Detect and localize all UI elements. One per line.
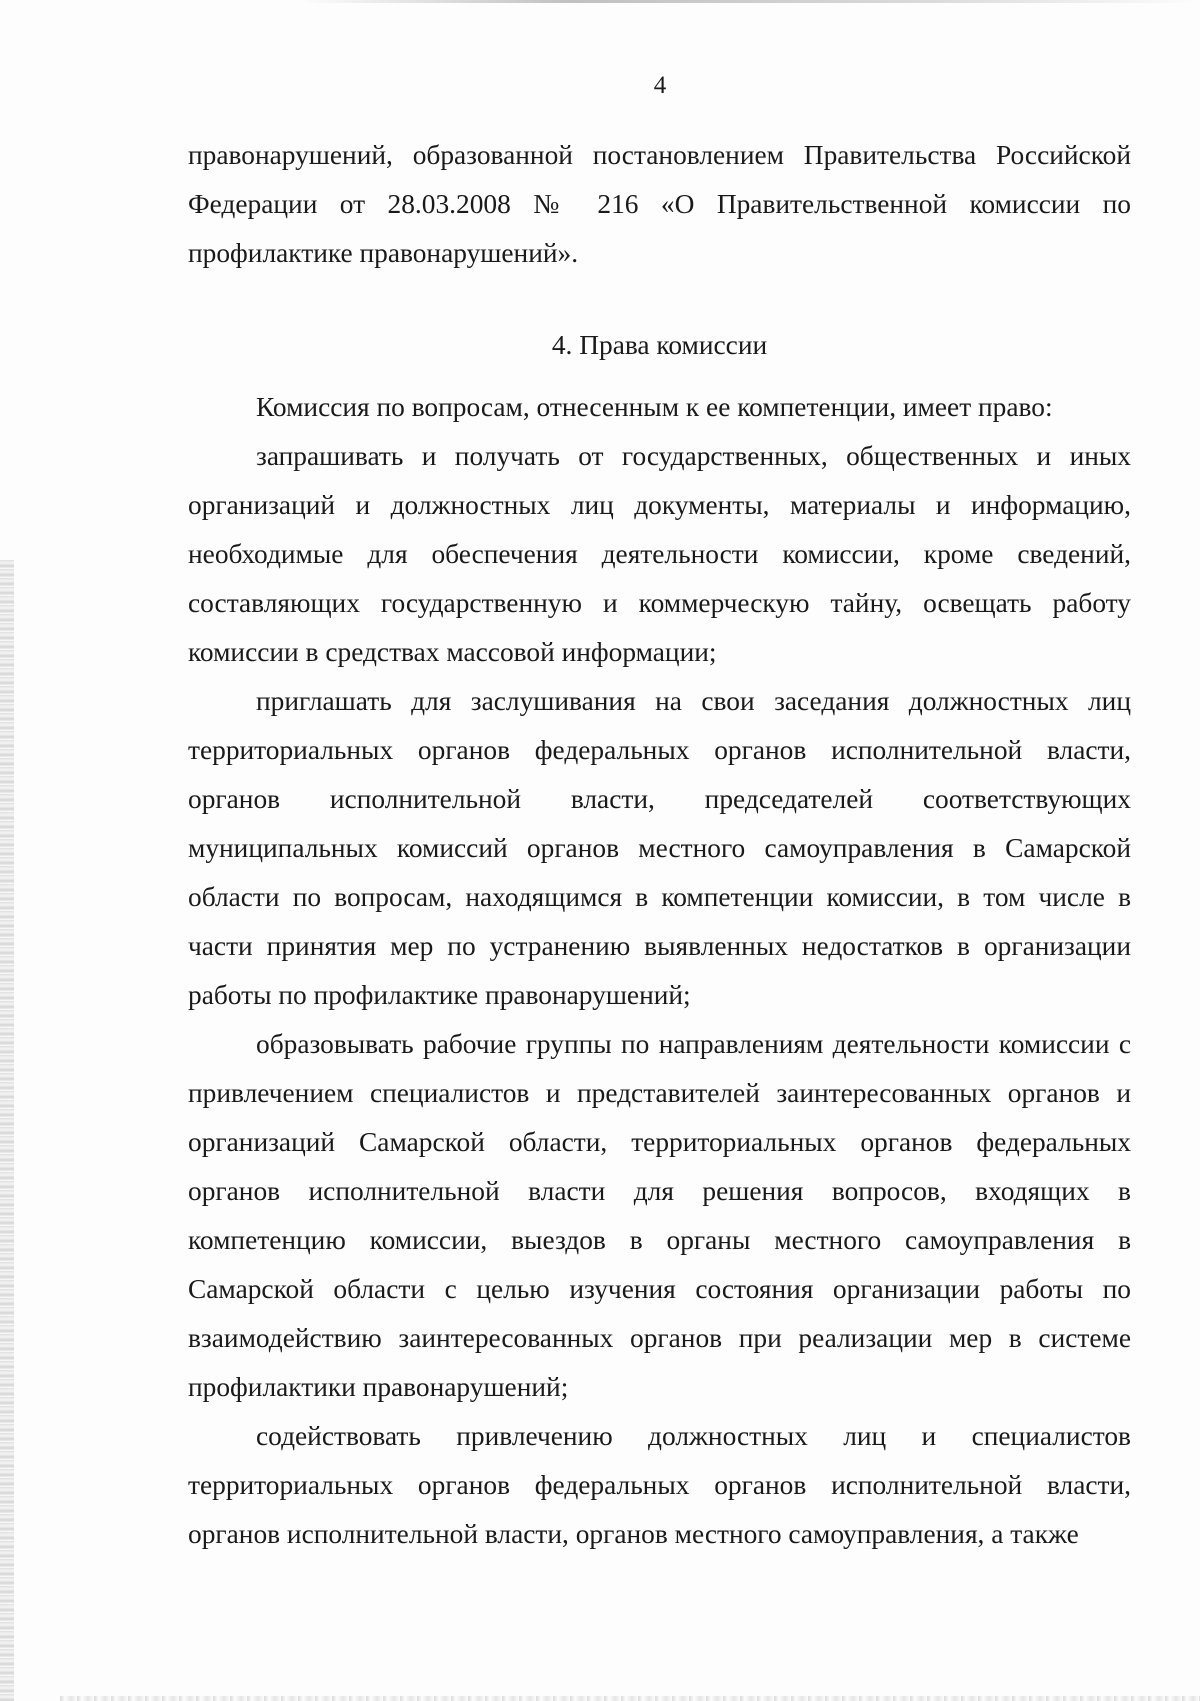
scan-left-edge [0, 560, 14, 1701]
paragraph-invite-officials: приглашать для заслушивания на свои заседания должностных лиц территориальных органов федеральных органов исполнительной власти, органов исполнительной власти, председателей соответствующих муниципальных комиссий органов местного самоуправления в Самарской области по вопросам, находящимся в компетенции комиссии, в том числе в части принятия мер по устранению выявленных недостатков в организации работы по профилактике правонарушений; [188, 686, 1131, 1010]
paragraph-request-documents: запрашивать и получать от государственных, общественных и иных организаций и должностных лиц документы, материалы и информацию, необходимые для обеспечения деятельности комиссии, кроме сведений, составляющих государственную и коммерческую тайну, освещать работу комиссии в средствах массовой информации; [188, 441, 1131, 667]
scan-bottom-edge [60, 1696, 1200, 1701]
paragraph-continuation: правонарушений, образованной постановлением Правительства Российской Федерации от 28.03.2008 № 216 «О Правительственной комиссии по профилактике правонарушений». [188, 140, 1131, 268]
paragraph-intro: Комиссия по вопросам, отнесенным к ее компетенции, имеет право: [256, 392, 1053, 422]
paragraph-working-groups: образовывать рабочие группы по направлениям деятельности комиссии с привлечением специалистов и представителей заинтересованных органов и организаций Самарской области, территориальных органов федеральных органов исполнительной власти для решения вопросов, входящих в компетенцию комиссии, выездов в органы местного самоуправления в Самарской области с целью изучения состояния организации работы по взаимодействию заинтересованных органов при реализации мер в системе профилактики правонарушений; [188, 1029, 1131, 1402]
document-body [188, 131, 1131, 1559]
section-heading: 4. Права комиссии [551, 330, 768, 360]
scan-top-edge [300, 0, 1200, 3]
paragraph-assist-involvement: содействовать привлечению должностных лиц и специалистов территориальных органов федеральных органов исполнительной власти, органов исполнительной власти, органов местного самоуправления, а также [188, 1421, 1131, 1549]
page-number: 4 [653, 72, 667, 99]
